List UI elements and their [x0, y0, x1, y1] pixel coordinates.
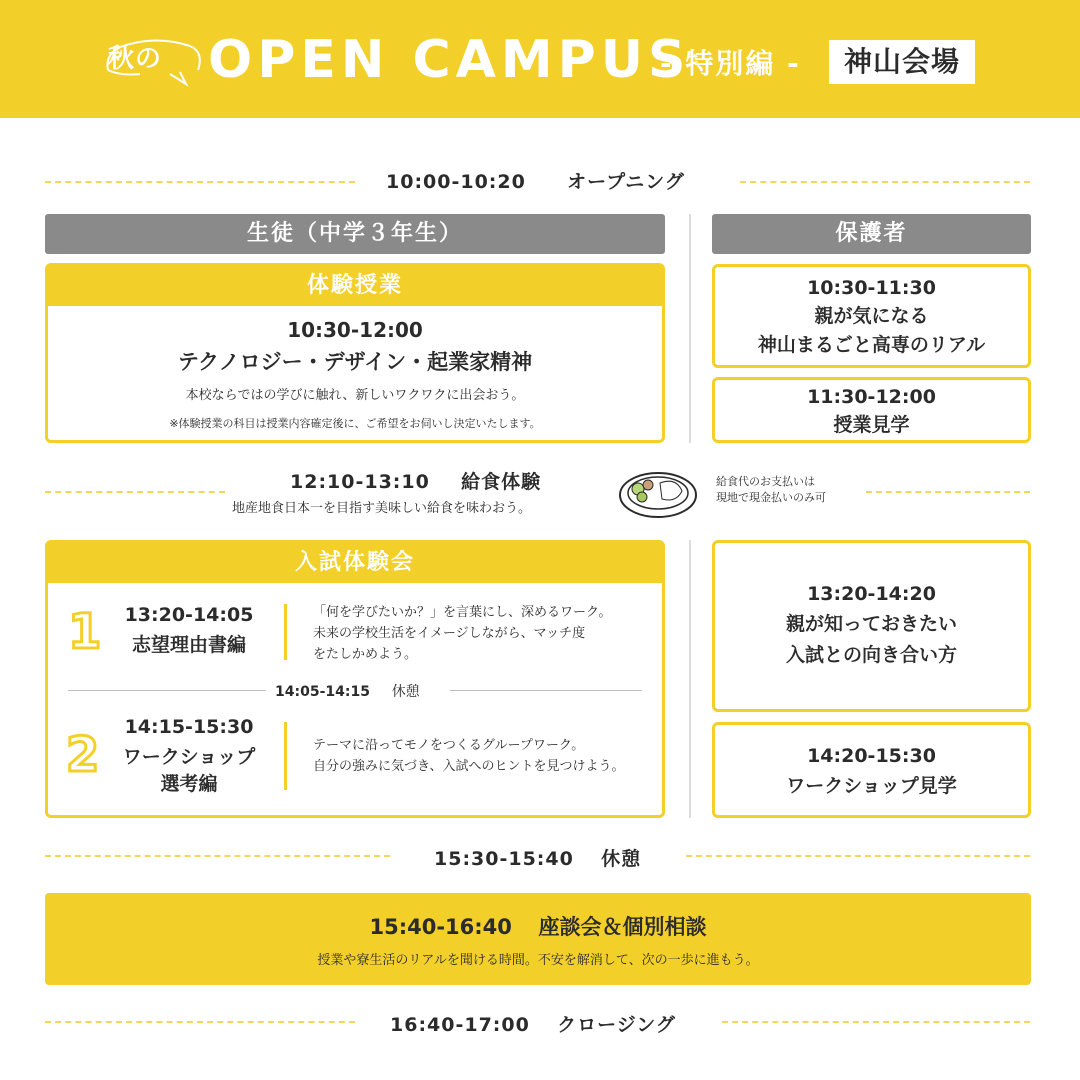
parent-session-1-time: 10:30-11:30 [807, 277, 936, 299]
parent-session-3-line1: 親が知っておきたい [785, 613, 957, 635]
exam-item-1-time: 13:20-14:05 [124, 604, 254, 626]
discussion-title [45, 911, 1031, 941]
parent-session-4-label: ワークショップ見学 [786, 775, 957, 797]
exam-item-1-desc3: をたしかめよう。 [313, 647, 418, 662]
divider [722, 1021, 1030, 1023]
opening-time: 10:00-10:20 [386, 171, 526, 193]
column-divider [689, 214, 691, 443]
venue-badge: 神山会場 [829, 40, 975, 84]
break2-time: 15:30-15:40 [434, 848, 574, 870]
lunch-desc: 地産地食日本一を目指す美味しい給食を味わおう。 [232, 501, 532, 516]
exam-item-2-time: 14:15-15:30 [124, 716, 254, 738]
divider [45, 855, 390, 857]
lunch-row [290, 467, 541, 494]
exam-title: 入試体験会 [48, 543, 662, 583]
trial-class-note: ※体験授業の科目は授業内容確定後に、ご希望をお伺いし決定いたします。 [169, 417, 541, 430]
item-divider [284, 722, 287, 790]
column-divider [689, 540, 691, 818]
exam-break-label: 休憩 [391, 684, 420, 700]
trial-class-desc: 本校ならではの学びに触れ、新しいワクワクに出会おう。 [185, 388, 525, 403]
trial-class-title: 体験授業 [48, 266, 662, 306]
parent-session-3-line2: 入試との向き合い方 [785, 644, 957, 666]
exam-item-2-label1: ワークショップ [122, 746, 256, 768]
divider [740, 181, 1030, 183]
special-edition-label: - 特別編 - [660, 47, 801, 80]
divider [45, 1021, 355, 1023]
divider [45, 181, 355, 183]
trial-class-subject: テクノロジー・デザイン・起業家精神 [177, 350, 533, 374]
exam-item-1 [104, 604, 274, 657]
parent-session-1 [712, 264, 1031, 368]
exam-item-2 [104, 716, 274, 796]
parent-session-1-line2: 神山まるごと高専のリアル [757, 334, 986, 356]
divider [45, 491, 225, 493]
exam-break-time: 14:05-14:15 [275, 684, 370, 700]
exam-item-1-desc1: 「何を学びたいか？」を言葉にし、深めるワーク。 [313, 605, 612, 620]
parents-header: 保護者 [712, 214, 1031, 254]
lunch-note-line2: 現地で現金払いのみ可 [716, 491, 826, 504]
exam-item-1-desc [313, 602, 611, 665]
exam-item-2-label2: 選考編 [160, 773, 218, 795]
discussion-desc: 授業や寮生活のリアルを聞ける時間。不安を解消して、次の一歩に進もう。 [317, 953, 759, 968]
divider [866, 491, 1030, 493]
lunch-plate-icon [616, 465, 700, 521]
step-2-number: 2 [66, 727, 100, 783]
lunch-note-line1: 給食代のお支払いは [716, 475, 815, 488]
step-1-number: 1 [68, 604, 102, 660]
parent-session-3 [712, 540, 1031, 712]
closing-label: クロージング [557, 1014, 676, 1036]
lunch-label: 給食体験 [461, 471, 542, 493]
exam-item-2-desc2: 自分の強みに気づき、入試へのヒントを見つけよう。 [313, 759, 625, 774]
exam-break [275, 681, 420, 701]
discussion-time: 15:40-16:40 [369, 915, 512, 939]
page-title: OPEN CAMPUS [208, 30, 691, 90]
brand-aki: 秋の [108, 44, 163, 74]
students-header: 生徒（中学３年生） [45, 214, 665, 254]
parent-session-2-label: 授業見学 [833, 414, 910, 436]
parent-session-4 [712, 722, 1031, 818]
exam-item-1-desc2: 未来の学校生活をイメージしながら、マッチ度 [313, 626, 586, 641]
divider [450, 690, 642, 691]
lunch-time: 12:10-13:10 [290, 471, 430, 493]
parent-session-1-line1: 親が気になる [814, 305, 929, 327]
divider [686, 855, 1030, 857]
closing-row [390, 1010, 676, 1037]
parent-session-3-time: 13:20-14:20 [807, 583, 936, 605]
discussion-label: 座談会＆個別相談 [538, 915, 707, 939]
trial-class-box [45, 263, 665, 443]
closing-time: 16:40-17:00 [390, 1014, 530, 1036]
parent-session-2 [712, 377, 1031, 443]
break2-label: 休憩 [601, 848, 642, 870]
opening-row [386, 167, 685, 194]
item-divider [284, 604, 287, 660]
discussion-bar [45, 893, 1031, 985]
exam-item-2-desc1: テーマに沿ってモノをつくるグループワーク。 [313, 738, 585, 753]
exam-item-1-label: 志望理由書編 [131, 634, 246, 656]
exam-item-2-desc [313, 735, 624, 777]
parent-session-4-time: 14:20-15:30 [807, 745, 936, 767]
opening-label: オープニング [567, 171, 685, 193]
parent-session-2-time: 11:30-12:00 [807, 386, 936, 408]
trial-class-time: 10:30-12:00 [287, 318, 423, 342]
break2-row [434, 844, 641, 871]
lunch-note [716, 474, 826, 506]
divider [68, 690, 266, 691]
